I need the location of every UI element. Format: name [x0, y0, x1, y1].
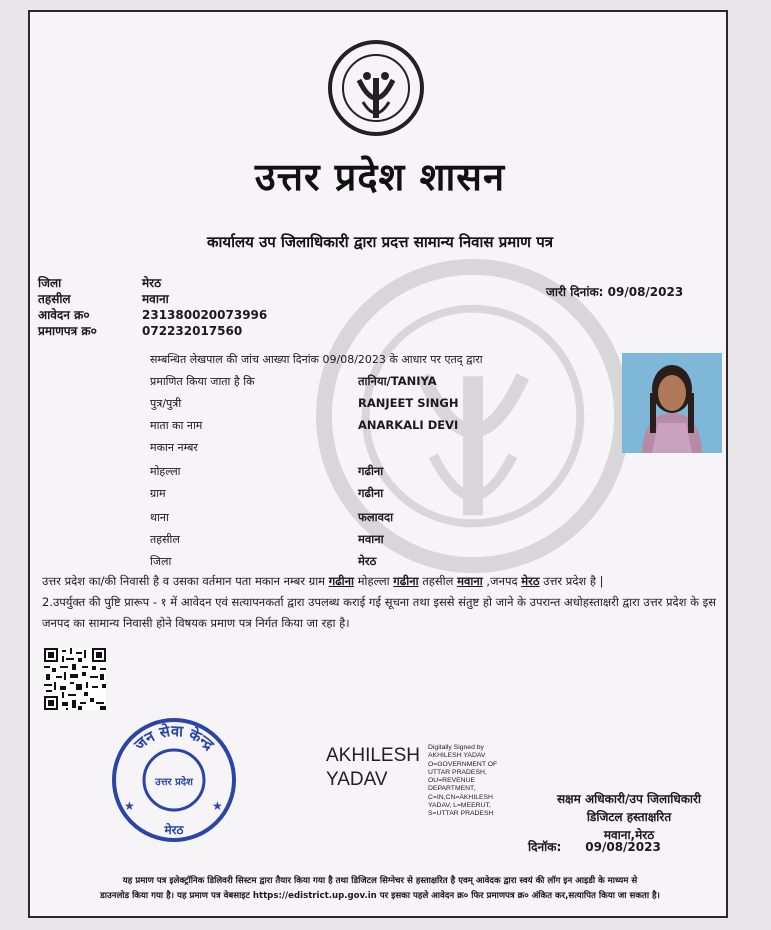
signature-detail-line: YADAV, L=MEERUT, [428, 802, 491, 810]
field-value: तानिया/TANIYA [358, 374, 437, 388]
field-label: मकान नम्बर [150, 441, 198, 454]
certificate-body [42, 571, 718, 634]
issue-date: जारी दिनांक: 09/08/2023 [546, 285, 684, 299]
field-value: गढीना [358, 486, 384, 500]
signature-detail-line: DEPARTMENT, [428, 785, 476, 793]
footer-line: यह प्रमाण पत्र इलेक्ट्रॉनिक डिलिवरी सिस्टम द्वारा तैयार किया गया है तथा डिजिटल सिग्नेचर से हस्ताक्षरित है एवम् आवेदक द्वारा स्वयं की लॉग इन आइडी के माध्यम से [122, 876, 638, 886]
officer-designation: सक्षम अधिकारी/उप जिलाधिकारी [556, 792, 702, 806]
field-value: गढीना [358, 464, 384, 478]
verification-intro: सम्बन्धित लेखपाल की जांच आख्या दिनांक 09/08/2023 के आधार पर एतद् द्वारा [150, 353, 483, 366]
application-number-value: 231380020073996 [142, 308, 268, 322]
tehsil-label: तहसील [38, 292, 71, 306]
tehsil-highlight: मवाना [457, 574, 483, 588]
police-station-row [150, 510, 394, 525]
field-label: माता का नाम [150, 419, 203, 432]
applicant-photo [622, 353, 722, 453]
seal-star-icon: ★ [212, 799, 223, 813]
house-number-row [150, 440, 198, 455]
application-number-label: आवेदन क्र० [38, 308, 90, 322]
issuing-officer [534, 790, 724, 844]
seal-center-text: उत्तर प्रदेश [155, 777, 193, 788]
signature-detail-line: Digitally Signed by [428, 744, 484, 751]
body-text: तहसील [418, 574, 458, 588]
signature-detail-line: O=GOVERNMENT OF [428, 760, 498, 768]
field-value: फलावदा [358, 510, 394, 524]
body-text: मोहल्ला [354, 574, 394, 588]
locality-highlight: गढीना [393, 574, 419, 588]
body-text: उत्तर प्रदेश है | [539, 574, 604, 588]
seal-bottom-text: मेरठ [164, 823, 184, 837]
qr-code [44, 648, 106, 710]
jan-seva-kendra-seal [108, 714, 240, 844]
digital-signer-name [326, 744, 420, 792]
verification-sentence: 2.उपर्युक्त की पुष्टि प्रारूप - १ में आवेदन एवं सत्यापनकर्ता द्वारा उपलब्ध कराई गई सूचना तथा इससे संतुष्ट हो जाने के उपरान्त अधोहस्ताक्षरी द्वारा उत्तर प्रदेश के इस जनपद का सामान्य निवासी होने विषयक प्रमाण पत्र निर्गत किया जा रहा है। [42, 595, 717, 630]
signature-date [528, 838, 661, 855]
parent-name-row [150, 396, 459, 411]
signer-last-name: YADAV [326, 769, 388, 790]
person-photo-icon [622, 353, 722, 453]
field-value: मेरठ [358, 554, 377, 568]
field-label: थाना [150, 511, 169, 524]
footer-line: डाउनलोड किया गया है। यह प्रमाण पत्र वेबसाइट https://edistrict.up.gov.in पर इसका पहले आवेदन क्र० फिर प्रमाणपत्र क्र० अंकित कर,सत्यापित किया जा सकता है। [100, 891, 660, 901]
signer-first-name: AKHILESH [326, 745, 420, 766]
field-label: पुत्र/पुत्री [150, 397, 182, 410]
locality-row [150, 464, 384, 479]
field-label: जिला [150, 555, 172, 568]
address-sentence [42, 571, 718, 592]
digital-signature-details [428, 744, 538, 819]
village-row [150, 486, 384, 501]
mother-name-row [150, 418, 459, 433]
signature-detail-line: S=UTTAR PRADESH [428, 810, 494, 818]
field-value: RANJEET SINGH [358, 396, 459, 410]
village-highlight: गढीना [328, 574, 355, 588]
tehsil-field-row [150, 532, 384, 547]
district-field-row [150, 554, 377, 569]
field-value: ANARKALI DEVI [358, 418, 459, 432]
body-text: उत्तर प्रदेश का/की निवासी है व उसका वर्तमान पता मकान नम्बर ग्राम [42, 574, 329, 588]
certificate-page [28, 10, 728, 918]
signature-detail-line: OU=REVENUE [428, 777, 476, 785]
signature-detail-line: UTTAR PRADESH, [428, 768, 487, 776]
officer-location: मवाना,मेरठ [603, 828, 655, 842]
signature-date-label: दिनॉक: [528, 840, 562, 854]
certificate-number-value: 072232017560 [142, 324, 243, 338]
officer-digital-signed: डिजिटल हस्ताक्षरित [586, 810, 672, 824]
up-government-emblem [327, 36, 425, 140]
signature-detail-line: AKHILESH YADAV [428, 752, 486, 760]
district-label: जिला [38, 276, 62, 290]
field-label: मोहल्ला [150, 465, 181, 478]
certificate-subtitle: कार्यालय उप जिलाधिकारी द्वारा प्रदत्त सामान्य निवास प्रमाण पत्र [207, 233, 553, 251]
district-highlight: मेरठ [521, 574, 540, 588]
certificate-number-label: प्रमाणपत्र क्र० [38, 324, 97, 338]
seal-star-icon: ★ [124, 799, 135, 813]
certified-name-row [150, 374, 437, 389]
field-label: प्रमाणित किया जाता है कि [150, 375, 255, 388]
field-label: ग्राम [150, 487, 166, 500]
footer-note [38, 874, 722, 904]
signature-date-value: 09/08/2023 [585, 840, 661, 854]
field-label: तहसील [150, 533, 180, 546]
district-value: मेरठ [142, 276, 162, 290]
body-text: ,जनपद [482, 574, 522, 588]
seal-top-text: जन सेवा केन्द्र [130, 721, 218, 754]
signature-detail-line: C=IN,CN=AKHILESH [428, 793, 493, 801]
tehsil-value: मवाना [142, 292, 169, 306]
field-value: मवाना [358, 532, 384, 546]
government-title: उत्तर प्रदेश शासन [254, 155, 506, 199]
